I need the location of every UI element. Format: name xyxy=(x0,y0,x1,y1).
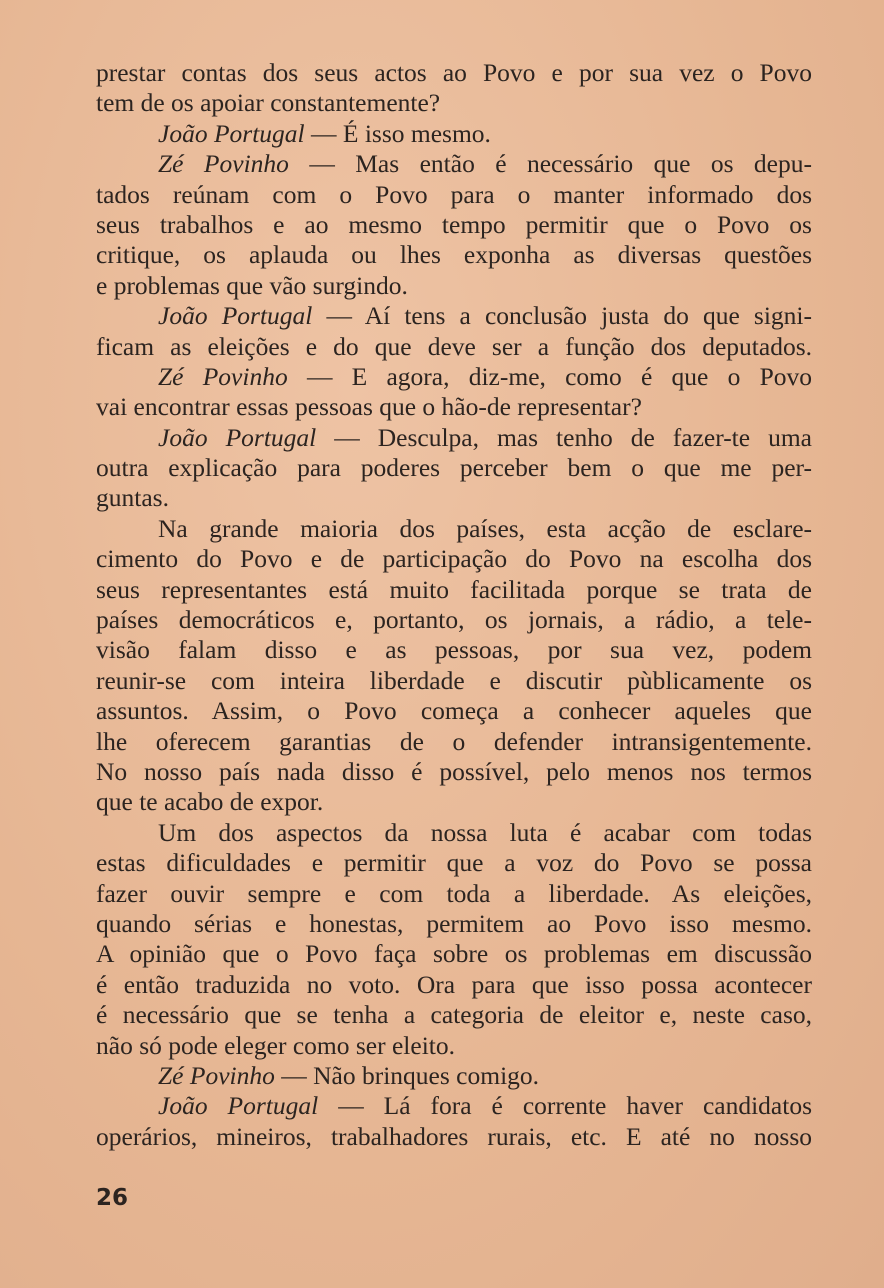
text-line xyxy=(96,1122,812,1152)
text-line xyxy=(96,453,812,483)
text-line xyxy=(96,909,812,939)
text-line xyxy=(96,848,812,878)
speaker-name: Zé Povinho xyxy=(158,361,288,391)
text-line xyxy=(96,696,812,726)
text-line xyxy=(96,635,812,665)
text-line xyxy=(96,301,812,331)
line-text: lhe oferecem garantias de o defender intransigentemente. xyxy=(96,726,812,756)
text-line xyxy=(96,970,812,1000)
speaker-name: Zé Povinho xyxy=(158,1060,275,1090)
text-line xyxy=(96,787,812,817)
text-line xyxy=(96,362,812,392)
speaker-name: João Portugal xyxy=(158,301,313,331)
line-text: Um dos aspectos da nossa luta é acabar com todas xyxy=(158,817,812,847)
line-text: visão falam disso e as pessoas, por sua vez, podem xyxy=(96,635,812,665)
line-text: prestar contas dos seus actos ao Povo e por sua vez o Povo xyxy=(96,58,812,87)
text-line xyxy=(96,210,812,240)
speaker-name: João Portugal xyxy=(158,1091,319,1121)
line-text: cimento do Povo e de participação do Povo na escolha dos xyxy=(96,544,812,574)
line-text: — É isso mesmo. xyxy=(304,118,491,148)
page-number: 26 xyxy=(96,1185,129,1211)
line-text: não só pode eleger como ser eleito. xyxy=(96,1030,455,1060)
text-line xyxy=(96,1091,812,1121)
line-text: seus representantes está muito facilitada porque se trata de xyxy=(96,574,812,604)
line-text: reunir-se com inteira liberdade e discutir pùblicamente os xyxy=(96,665,812,695)
text-line xyxy=(96,575,812,605)
text-line xyxy=(96,180,812,210)
text-line xyxy=(96,818,812,848)
line-text: vai encontrar essas pessoas que o hão-de representar? xyxy=(96,392,642,422)
line-text: Na grande maioria dos países, esta acção de esclare- xyxy=(158,513,812,543)
line-text: — E agora, diz-me, como é que o Povo xyxy=(287,361,812,391)
text-line xyxy=(96,392,812,422)
text-line xyxy=(96,271,812,301)
line-text: tados reúnam com o Povo para o manter informado dos xyxy=(96,179,812,209)
line-text: fazer ouvir sempre e com toda a liberdade. As eleições, xyxy=(96,878,812,908)
line-text: tem de os apoiar constantemente? xyxy=(96,88,441,118)
speaker-name: João Portugal xyxy=(158,422,317,452)
text-line xyxy=(96,149,812,179)
text-line xyxy=(96,483,812,513)
line-text: No nosso país nada disso é possível, pelo menos nos termos xyxy=(96,756,812,786)
body-text xyxy=(96,58,812,1152)
text-line xyxy=(96,58,812,88)
line-text: critique, os aplauda ou lhes exponha as diversas questões xyxy=(96,240,812,270)
line-text: — Aí tens a conclusão justa do que signi- xyxy=(312,301,812,331)
text-line xyxy=(96,544,812,574)
line-text: seus trabalhos e ao mesmo tempo permitir que o Povo os xyxy=(96,209,812,239)
line-text: — Não brinques comigo. xyxy=(274,1060,540,1090)
line-text: outra explicação para poderes perceber bem o que me per- xyxy=(96,453,812,483)
line-text: assuntos. Assim, o Povo começa a conhecer aqueles que xyxy=(96,696,812,726)
line-text: estas dificuldades e permitir que a voz do Povo se possa xyxy=(96,848,812,878)
line-text: é necessário que se tenha a categoria de eleitor e, neste caso, xyxy=(96,1000,812,1030)
text-line xyxy=(96,88,812,118)
line-text: e problemas que vão surgindo. xyxy=(96,270,408,300)
text-line xyxy=(96,240,812,270)
line-text: — Desculpa, mas tenho de fazer-te uma xyxy=(316,422,812,452)
line-text: guntas. xyxy=(96,483,169,513)
text-line xyxy=(96,727,812,757)
line-text: quando sérias e honestas, permitem ao Povo isso mesmo. xyxy=(96,908,812,938)
text-line xyxy=(96,939,812,969)
text-line xyxy=(96,1031,812,1061)
text-line xyxy=(96,666,812,696)
text-line xyxy=(96,1061,812,1091)
text-line xyxy=(96,332,812,362)
line-text: que te acabo de expor. xyxy=(96,787,324,817)
line-text: — Mas então é necessário que os depu- xyxy=(288,149,812,179)
speaker-name: João Portugal xyxy=(158,118,305,148)
speaker-name: Zé Povinho xyxy=(158,149,289,179)
line-text: — Lá fora é corrente haver candidatos xyxy=(318,1091,812,1121)
text-line xyxy=(96,1000,812,1030)
text-line xyxy=(96,605,812,635)
line-text: ficam as eleições e do que deve ser a função dos deputados. xyxy=(96,331,812,361)
line-text: operários, mineiros, trabalhadores rurais, etc. E até no nosso xyxy=(96,1121,812,1151)
text-line xyxy=(96,119,812,149)
text-line xyxy=(96,423,812,453)
text-line xyxy=(96,514,812,544)
line-text: A opinião que o Povo faça sobre os problemas em discussão xyxy=(96,939,812,969)
text-line xyxy=(96,879,812,909)
line-text: é então traduzida no voto. Ora para que isso possa acontecer xyxy=(96,969,812,999)
text-line xyxy=(96,757,812,787)
line-text: países democráticos e, portanto, os jornais, a rádio, a tele- xyxy=(96,605,812,635)
